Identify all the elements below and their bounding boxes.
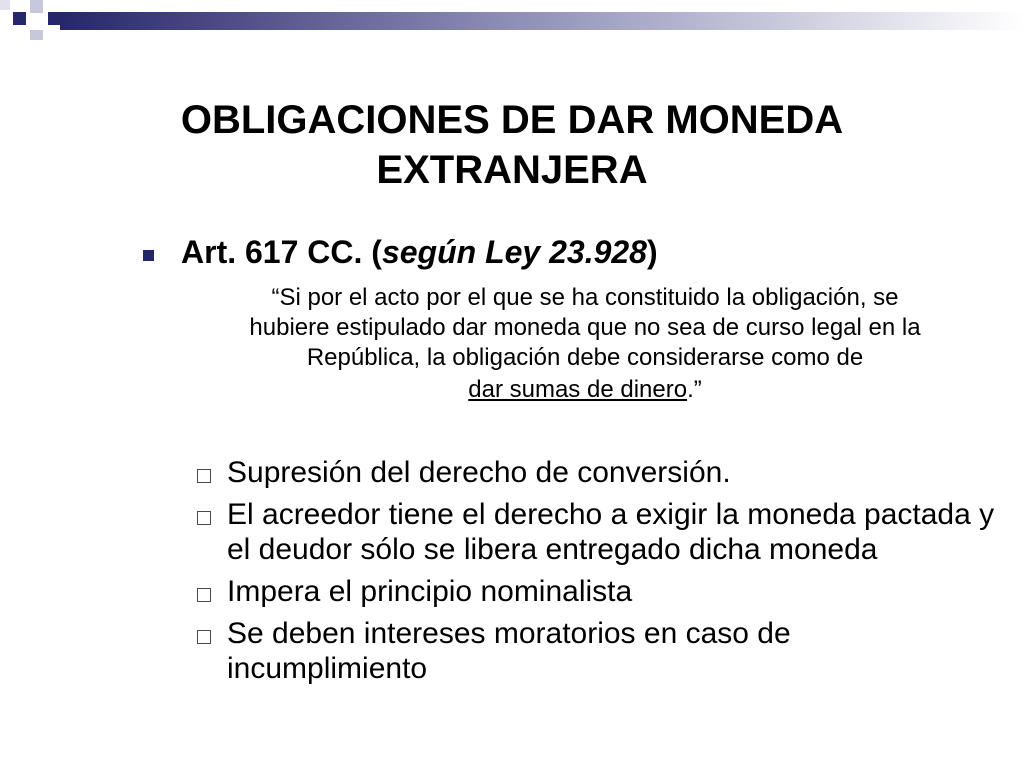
decorative-band-graphic (0, 0, 1024, 40)
list-item-text: Impera el principio nominalista (227, 575, 633, 608)
list-item (195, 616, 995, 686)
law-reference: según Ley 23.928 (381, 234, 647, 270)
list-item (195, 574, 995, 609)
top-decoration (0, 0, 1024, 40)
sub-bullet-list (195, 455, 995, 693)
quote-underlined-text: dar sumas de dinero (468, 376, 688, 403)
list-item-text: Supresión del derecho de conversión. (227, 456, 731, 489)
list-item (195, 455, 995, 490)
slide-title (60, 95, 964, 195)
article-reference: Art. 617 CC. ( (181, 234, 382, 270)
list-item-text: El acreedor tiene el derecho a exigir la moneda pactada y el deudor sólo se libera entregado dicha moneda (227, 498, 995, 566)
hollow-square-bullet-icon (197, 630, 211, 644)
title-line-2: EXTRANJERA (376, 148, 648, 192)
closing-paren: ) (646, 234, 658, 270)
main-bullet-text (181, 232, 658, 272)
list-item (195, 497, 995, 567)
quote-line-4 (180, 375, 990, 405)
list-item-text: Se deben intereses moratorios en caso de incumplimiento (227, 617, 791, 685)
hollow-square-bullet-icon (197, 469, 211, 483)
square-bullet-icon (143, 250, 154, 261)
quote-line-2: hubiere estipulado dar moneda que no sea de curso legal en la (249, 314, 921, 341)
hollow-square-bullet-icon (197, 511, 211, 525)
quote-end: .” (687, 376, 702, 403)
hollow-square-bullet-icon (197, 588, 211, 602)
article-quote (180, 283, 990, 405)
title-line-1: OBLIGACIONES DE DAR MONEDA (180, 98, 844, 142)
quote-line-3: República, la obligación debe considerarse como de (306, 344, 864, 371)
quote-line-1: “Si por el acto por el que se ha constituido la obligación, se (271, 284, 899, 311)
